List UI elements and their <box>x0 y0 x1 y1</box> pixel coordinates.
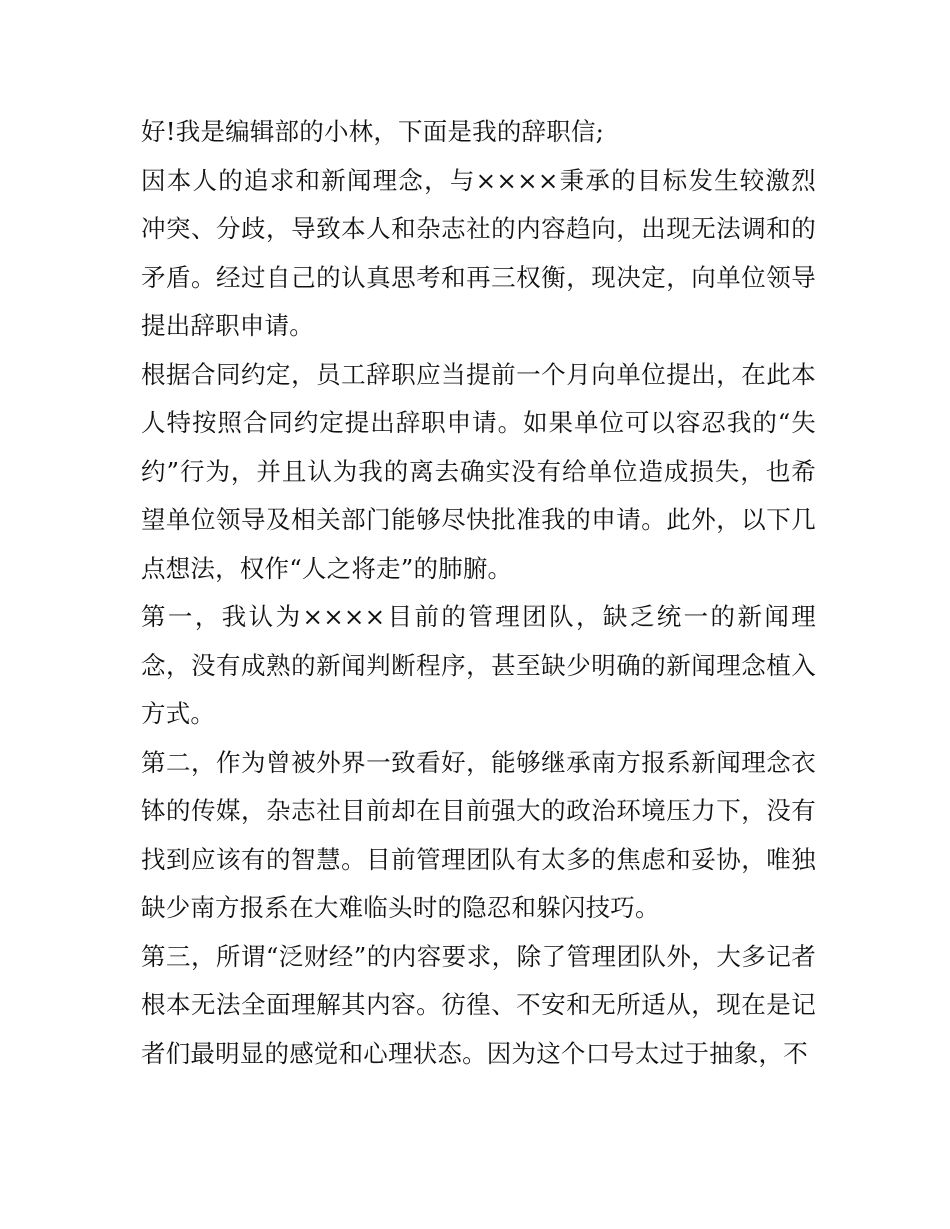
paragraph-point-two: 第二，作为曾被外界一致看好，能够继承南方报系新闻理念衣钵的传媒，杂志社目前却在目前强大的政治环境压力下，没有找到应该有的智慧。目前管理团队有太多的焦虑和妥协，唯独缺少南方报系在大难临头时的隐忍和躲闪技巧。 <box>141 747 816 922</box>
letter-body <box>141 108 816 1078</box>
paragraph-point-three: 第三，所谓“泛财经”的内容要求，除了管理团队外，大多记者根本无法全面理解其内容。彷徨、不安和无所适从，现在是记者们最明显的感觉和心理状态。因为这个口号太过于抽象，不 <box>141 941 816 1068</box>
paragraph-greeting: 好!我是编辑部的小林，下面是我的辞职信; <box>141 117 605 146</box>
paragraph-point-one: 第一，我认为××××目前的管理团队，缺乏统一的新闻理念，没有成熟的新闻判断程序，甚至缺少明确的新闻理念植入方式。 <box>141 602 816 728</box>
paragraph-contract: 根据合同约定，员工辞职应当提前一个月向单位提出，在此本人特按照合同约定提出辞职申请。如果单位可以容忍我的“失约”行为，并且认为我的离去确实没有给单位造成损失，也希望单位领导及相关部门能够尽快批准我的申请。此外，以下几点想法，权作“人之将走”的肺腑。 <box>141 359 816 583</box>
paragraph-reason: 因本人的追求和新闻理念，与××××秉承的目标发生较激烈冲突、分歧，导致本人和杂志社的内容趋向，出现无法调和的矛盾。经过自己的认真思考和再三权衡，现决定，向单位领导提出辞职申请。 <box>141 165 816 340</box>
